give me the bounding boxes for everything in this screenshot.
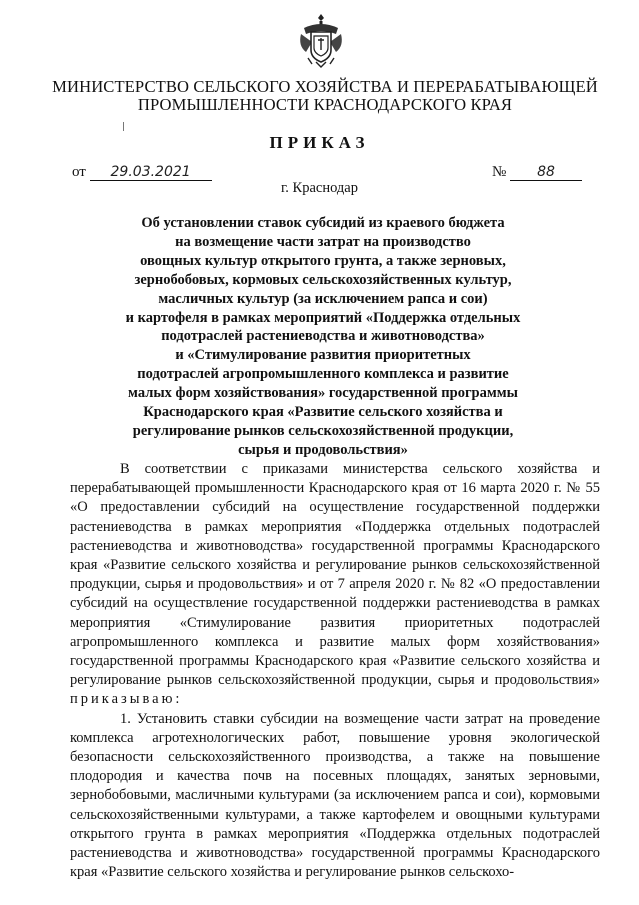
- scan-mark: [123, 122, 124, 131]
- city-label: г. Краснодар: [280, 180, 358, 196]
- number-row: [492, 164, 582, 181]
- ministry-line-2: ПРОМЫШЛЕННОСТИ КРАСНОДАРСКОГО КРАЯ: [137, 95, 513, 114]
- title-line: подотраслей растениеводства и животноводства»: [161, 328, 485, 345]
- order-body: [70, 460, 600, 882]
- handwritten-date: 29.03.2021: [90, 165, 212, 181]
- title-line: сырья и продовольствия»: [238, 441, 408, 458]
- date-row: [72, 164, 212, 181]
- title-line: овощных культур открытого грунта, а также зерновых,: [140, 252, 506, 269]
- body-paragraph-item-1: 1. Установить ставки субсидии на возмещение части затрат на проведение комплекса агротехнологических работ, повышение уровня экологической безопасности сельскохозяйственного производства, а также на повышение плодородия и качества почв на посевных площадях, занятых зерновыми, зернобобовыми, масличными культурами (за исключением рапса и сои), кормовыми сельскохозяйственными культурами, а также картофелем и овощными культурами открытого грунта в рамках мероприятия «Поддержка отдельных подотраслей растениеводства и животноводства» государственной программы Краснодарского края «Развитие сельского хозяйства и регулирование рынков сельскохо-: [70, 710, 600, 881]
- ministry-name: [40, 78, 610, 114]
- title-line: регулирование рынков сельскохозяйственной продукции,: [132, 422, 514, 439]
- title-line: малых форм хозяйствования» государственной программы: [128, 385, 518, 402]
- command-word: приказываю:: [70, 691, 183, 708]
- title-line: подотраслей агропромышленного комплекса и развитие: [137, 366, 509, 383]
- order-title: [105, 214, 541, 460]
- handwritten-number: 88: [510, 165, 582, 181]
- title-line: на возмещение части затрат на производство: [175, 233, 471, 250]
- title-line: Об установлении ставок субсидий из краевого бюджета: [141, 215, 505, 231]
- ministry-line-1: МИНИСТЕРСТВО СЕЛЬСКОГО ХОЗЯЙСТВА И ПЕРЕРАБАТЫВАЮЩЕЙ: [52, 77, 598, 96]
- coat-of-arms-emblem-icon: [296, 12, 346, 68]
- title-line: зернобобовых, кормовых сельскохозяйственных культур,: [134, 271, 512, 288]
- title-line: и «Стимулирование развития приоритетных: [175, 347, 471, 364]
- number-prefix: №: [492, 164, 507, 180]
- document-type-heading: ПРИКАЗ: [269, 133, 370, 152]
- title-line: и картофеля в рамках мероприятий «Поддержка отдельных: [125, 309, 521, 326]
- date-prefix: от: [72, 164, 86, 180]
- title-line: Краснодарского края «Развитие сельского хозяйства и: [143, 404, 503, 421]
- body-paragraph-preamble: [70, 460, 600, 710]
- preamble-text: В соответствии с приказами министерства сельского хозяйства и перерабатывающей промышленности Краснодарского края от 16 марта 2020 г. № 55 «О предоставлении субсидий на осуществление государственной поддержки растениеводства в рамках мероприятия «Поддержка отдельных подотраслей растениеводства и животноводства» государственной программы Краснодарского края «Развитие сельского хозяйства и регулирование рынков сельскохозяйственной продукции, сырья и продовольствия» и от 7 апреля 2020 г. № 82 «О предоставлении субсидий на осуществление государственной поддержки растениеводства в рамках мероприятия «Стимулирование развития приоритетных подотраслей агропромышленного комплекса и развитие малых форм хозяйствования» государственной программы Краснодарского края «Развитие сельского хозяйства и регулирование рынков сельскохозяйственной продукции, сырья и продовольствия»: [70, 461, 600, 689]
- title-line: масличных культур (за исключением рапса и сои): [158, 290, 488, 307]
